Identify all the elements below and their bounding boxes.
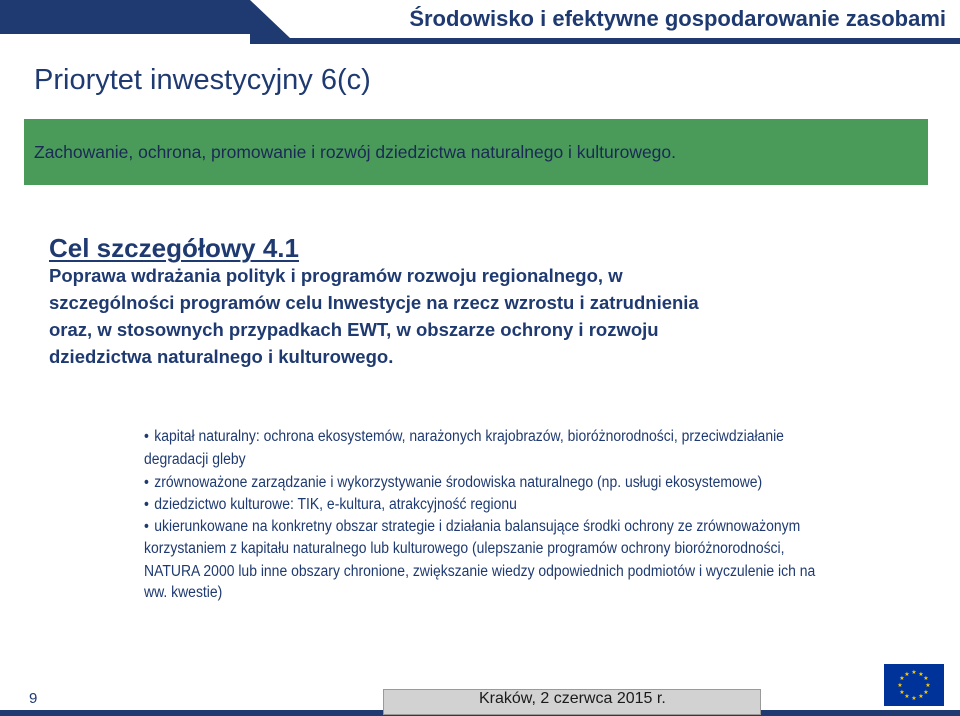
bullet-text: korzystaniem z kapitału naturalnego lub kulturowego (ulepszanie programów ochrony bioróżnorodności, <box>144 540 785 557</box>
slide-title: Priorytet inwestycyjny 6(c) <box>34 64 371 96</box>
bullet-text: kapitał naturalny: ochrona ekosystemów, narażonych krajobrazów, bioróżnorodności, przeciwdziałanie <box>154 428 784 445</box>
bullet-item <box>144 496 517 514</box>
bullet-item <box>144 428 784 446</box>
svg-text:★: ★ <box>911 695 917 702</box>
svg-text:★: ★ <box>911 669 917 676</box>
bullet-item <box>144 563 815 581</box>
bullet-item <box>144 584 222 602</box>
bullet-item <box>144 474 762 492</box>
svg-text:★: ★ <box>899 675 905 682</box>
priority-description: Zachowanie, ochrona, promowanie i rozwój dziedzictwa naturalnego i kulturowego. <box>34 141 677 162</box>
svg-text:★: ★ <box>904 693 910 700</box>
bullet-marker: • <box>144 518 149 535</box>
bullet-item <box>144 518 800 536</box>
svg-text:★: ★ <box>923 689 929 696</box>
priority-description-box <box>24 119 928 185</box>
bullet-text: zrównoważone zarządzanie i wykorzystywanie środowiska naturalnego (np. usługi ekosystemowe) <box>154 474 763 491</box>
bullet-item <box>144 540 785 558</box>
bullet-marker: • <box>144 474 149 491</box>
bullet-text: ww. kwestie) <box>144 584 223 601</box>
page-number: 9 <box>29 690 38 707</box>
svg-text:★: ★ <box>904 671 910 678</box>
bullet-text: NATURA 2000 lub inne obszary chronione, zwiększanie wiedzy odpowiednich podmiotów i wyczulenie ich na <box>144 563 816 580</box>
bullet-marker: • <box>144 496 149 513</box>
bullet-item <box>144 451 246 469</box>
goal-line: szczególności programów celu Inwestycje na rzecz wzrostu i zatrudnienia <box>49 292 699 313</box>
svg-text:★: ★ <box>918 671 924 678</box>
svg-text:★: ★ <box>897 682 903 689</box>
bullet-text: degradacji gleby <box>144 451 246 468</box>
bullet-marker: • <box>144 428 149 445</box>
bullet-text: dziedzictwo kulturowe: TIK, e-kultura, atrakcyjność regionu <box>154 496 517 513</box>
svg-text:★: ★ <box>918 693 924 700</box>
footer-date: Kraków, 2 czerwca 2015 r. <box>479 690 666 707</box>
svg-text:★: ★ <box>925 682 931 689</box>
svg-text:★: ★ <box>923 675 929 682</box>
header-title: Środowisko i efektywne gospodarowanie zasobami <box>409 6 946 31</box>
eu-flag-icon <box>884 664 944 706</box>
goal-line: Poprawa wdrażania polityk i programów rozwoju regionalnego, w <box>49 265 623 286</box>
goal-line: dziedzictwa naturalnego i kulturowego. <box>49 346 394 367</box>
bullet-text: ukierunkowane na konkretny obszar strategie i działania balansujące środki ochrony ze zrównoważonym <box>154 518 801 535</box>
goal-line: oraz, w stosownych przypadkach EWT, w obszarze ochrony i rozwoju <box>49 319 659 340</box>
goal-heading: Cel szczegółowy 4.1 <box>49 233 299 263</box>
svg-text:★: ★ <box>899 689 905 696</box>
